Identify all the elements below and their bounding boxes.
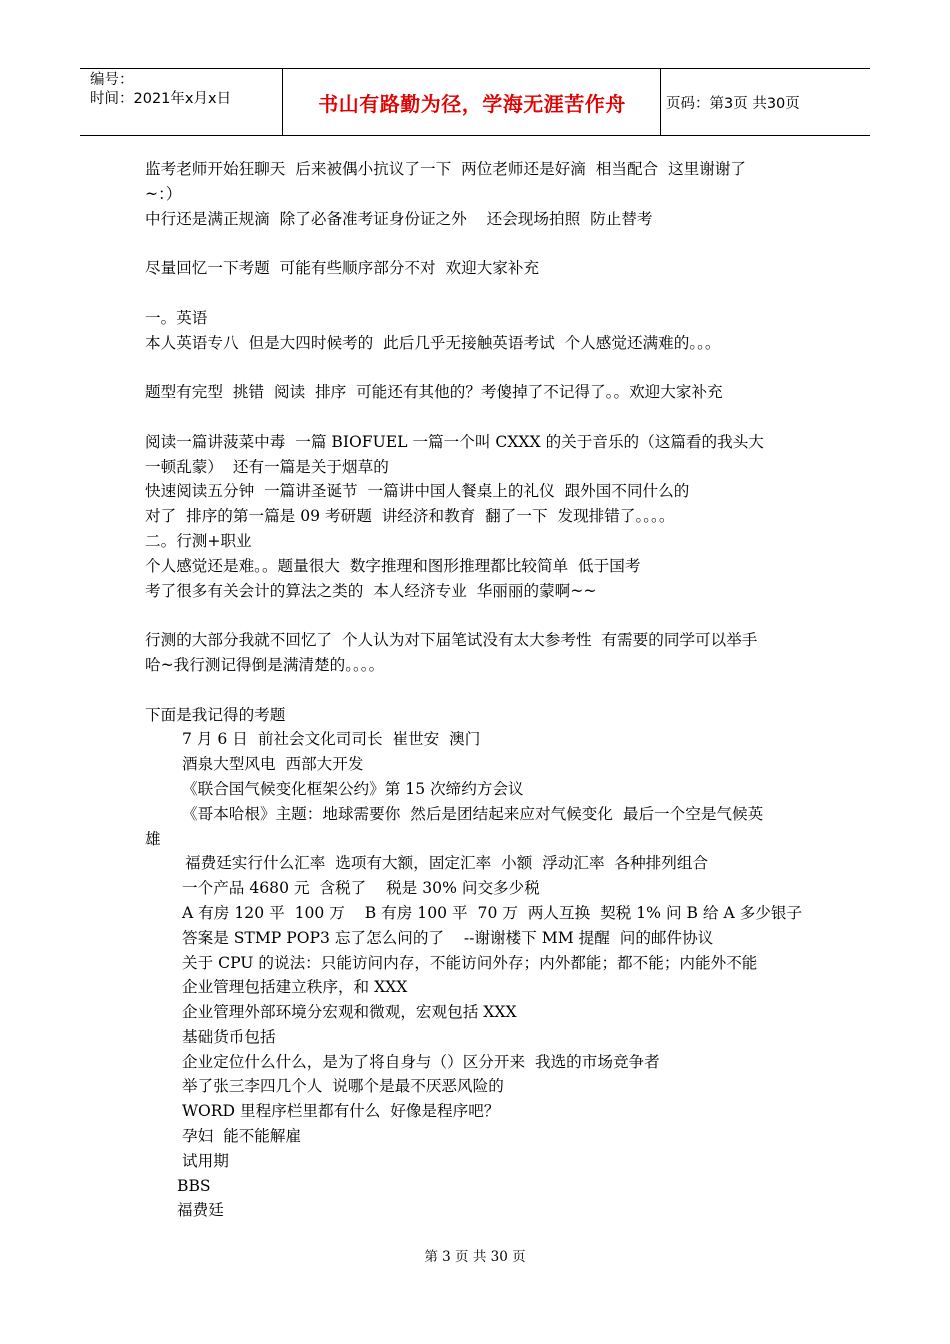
question-line: 企业管理包括建立秩序，和 XXX bbox=[182, 978, 408, 997]
question-line: BBS bbox=[177, 1176, 211, 1195]
question-line: 试用期 bbox=[182, 1151, 229, 1170]
section-heading: 一。英语 bbox=[145, 308, 208, 327]
header-motto: 书山有路勤为径，学海无涯苦作舟 bbox=[318, 91, 626, 116]
blank-line bbox=[145, 603, 810, 628]
blank-line bbox=[145, 405, 810, 430]
header-divider bbox=[660, 69, 661, 135]
text-line: 对了 排序的第一篇是 09 考研题 讲经济和教育 翻了一下 发现排错了。。。。 bbox=[145, 507, 675, 526]
header-table bbox=[80, 68, 870, 136]
text-line: 监考老师开始狂聊天 后来被偶小抗议了一下 两位老师还是好滴 相当配合 这里谢谢了 bbox=[145, 160, 747, 178]
question-line: 7 月 6 日 前社会文化司司长 崔世安 澳门 bbox=[182, 730, 481, 749]
header-page-code: 页码：第3页 共30页 bbox=[666, 95, 800, 112]
question-line: 企业定位什么什么，是为了将自身与（）区分开来 我选的市场竞争者 bbox=[182, 1052, 660, 1071]
text-line: 一顿乱蒙） 还有一篇是关于烟草的 bbox=[145, 457, 389, 476]
body-text bbox=[145, 157, 810, 1223]
text-line: 尽量回忆一下考题 可能有些顺序部分不对 欢迎大家补充 bbox=[145, 259, 540, 278]
page-footer: 第 3 页 共 30 页 bbox=[424, 1249, 526, 1265]
question-line: 企业管理外部环境分宏观和微观，宏观包括 XXX bbox=[182, 1003, 517, 1022]
text-line: 行测的大部分我就不回忆了 个人认为对下届笔试没有太大参考性 有需要的同学可以举手 bbox=[145, 631, 758, 650]
header-meta bbox=[90, 71, 280, 109]
text-line: 快速阅读五分钟 一篇讲圣诞节 一篇讲中国人餐桌上的礼仪 跟外国不同什么的 bbox=[145, 482, 690, 501]
question-line: 答案是 STMP POP3 忘了怎么问的了 --谢谢楼下 MM 提醒 问的邮件协议 bbox=[182, 928, 714, 947]
question-line: 福费廷 bbox=[177, 1201, 224, 1220]
date-label: 时间：2021年x月x日 bbox=[90, 91, 232, 107]
blank-line bbox=[145, 678, 810, 703]
text-line: 下面是我记得的考题 bbox=[145, 705, 286, 724]
text-line: 题型有完型 挑错 阅读 排序 可能还有其他的？考傻掉了不记得了。。欢迎大家补充 bbox=[145, 383, 723, 402]
blank-line bbox=[145, 355, 810, 380]
question-line: 《哥本哈根》主题：地球需要你 然后是团结起来应对气候变化 最后一个空是气候英 bbox=[182, 804, 764, 823]
blank-line bbox=[145, 231, 810, 256]
text-line: 本人英语专八 但是大四时候考的 此后几乎无接触英语考试 个人感觉还满难的。。。 bbox=[145, 333, 721, 352]
header-divider bbox=[282, 69, 283, 135]
section-heading: 二。行测+职业 bbox=[145, 531, 252, 550]
text-line: 考了很多有关会计的算法之类的 本人经济专业 华丽丽的蒙啊~~ bbox=[145, 581, 597, 600]
blank-line bbox=[145, 281, 810, 306]
text-line: 阅读一篇讲菠菜中毒 一篇 BIOFUEL 一篇一个叫 CXXX 的关于音乐的（这篇看的我头大 bbox=[145, 432, 764, 451]
question-line: 福费廷实行什么汇率 选项有大额，固定汇率 小额 浮动汇率 各种排列组合 bbox=[185, 854, 709, 873]
text-line: 个人感觉还是难。。题量很大 数字推理和图形推理都比较简单 低于国考 bbox=[145, 556, 641, 575]
question-line: WORD 里程序栏里都有什么 好像是程序吧？ bbox=[182, 1102, 500, 1121]
text-line: 中行还是满正规滴 除了必备准考证身份证之外 还会现场拍照 防止替考 bbox=[145, 209, 653, 228]
text-line: ~：） bbox=[145, 184, 182, 203]
question-line: 关于 CPU 的说法：只能访问内存，不能访问外存；内外都能；都不能；内能外不能 bbox=[182, 953, 758, 972]
question-line: 《联合国气候变化框架公约》第 15 次缔约方会议 bbox=[182, 779, 524, 798]
number-label: 编号： bbox=[90, 72, 134, 88]
text-line: 哈~我行测记得倒是满清楚的。。。。 bbox=[145, 655, 385, 674]
question-line: 基础货币包括 bbox=[182, 1027, 276, 1046]
question-line: 孕妇 能不能解雇 bbox=[182, 1127, 302, 1146]
question-line: 一个产品 4680 元 含税了 税是 30% 问交多少税 bbox=[182, 879, 540, 898]
question-wrap-line: 雄 bbox=[145, 829, 161, 848]
question-line: 酒泉大型风电 西部大开发 bbox=[182, 755, 364, 774]
question-line: 举了张三李四几个人 说哪个是最不厌恶风险的 bbox=[182, 1077, 504, 1096]
question-line: A 有房 120 平 100 万 B 有房 100 平 70 万 两人互换 契税 1% 问 B 给 A 多少银子 bbox=[182, 903, 803, 922]
